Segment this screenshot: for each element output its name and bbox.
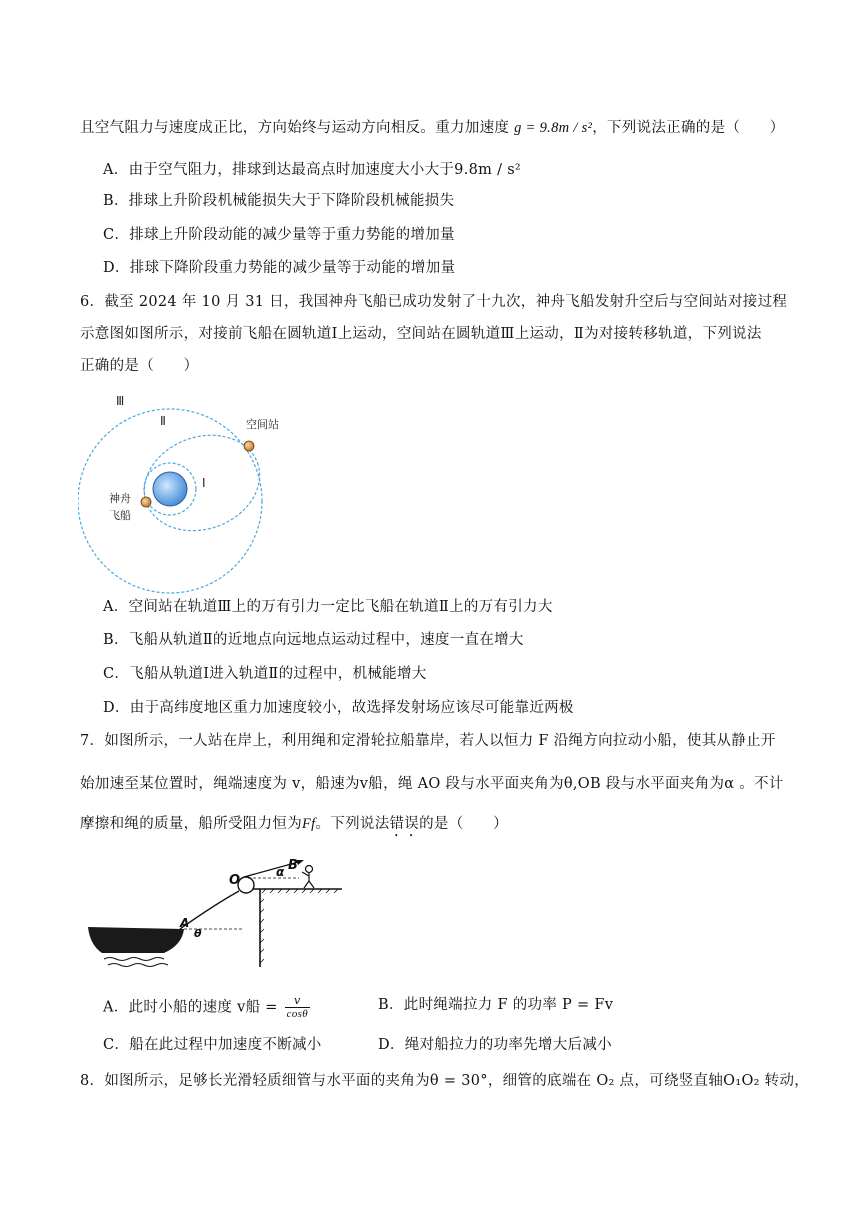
- option-label: B．: [103, 193, 129, 209]
- q5-option-b: [103, 191, 454, 211]
- shenzhou-craft: [141, 497, 151, 507]
- q6-line-1: 6．截至 2024 年 10 月 31 日，我国神舟飞船已成功发射了十九次，神舟飞船发射升空后与空间站对接过程: [80, 294, 788, 310]
- q6-option-d: [103, 698, 574, 718]
- q7-line-2: 始加速至某位置时，绳端速度为 v，船速为v船，绳 AO 段与水平面夹角为θ,OB 段与水平面夹角为α 。不计: [80, 776, 784, 792]
- option-label: A．: [103, 599, 129, 615]
- option-label: C．: [103, 1037, 130, 1053]
- option-text: 排球上升阶段动能的减少量等于重力势能的增加量: [129, 227, 455, 243]
- option-label: D．: [378, 1037, 405, 1053]
- option-label: C．: [103, 227, 130, 243]
- option-text: 此时绳端拉力 F 的功率 P = Fv: [403, 997, 614, 1013]
- q7-emphasis-wrong: 错误: [389, 816, 420, 832]
- q5-option-d: [103, 258, 455, 278]
- option-text: 排球上升阶段机械能损失大于下降阶段机械能损失: [128, 193, 455, 209]
- space-station: [244, 441, 254, 451]
- q7-ff-symbol: Ff: [302, 816, 316, 832]
- q5-option-c: [103, 225, 455, 245]
- q5-g-value: g = 9.8m / s²: [514, 120, 593, 136]
- option-label: B．: [378, 997, 404, 1013]
- boat-pulley-diagram: [84, 855, 354, 980]
- person-icon: [302, 866, 314, 889]
- label-shenzhou-2: 飞船: [109, 509, 131, 522]
- q7-option-c: [103, 1035, 322, 1055]
- q7-line-3-c: 的是（ ）: [419, 816, 508, 832]
- fraction-denominator: cosθ: [286, 1008, 308, 1020]
- label-orbit-iii: Ⅲ: [116, 394, 125, 408]
- q6-option-b: [103, 630, 524, 650]
- q7-line-3-a: 摩擦和绳的质量，船所受阻力恒为: [80, 816, 302, 832]
- q5-option-a: [103, 160, 521, 180]
- label-o: O: [229, 873, 241, 888]
- pulley: [238, 877, 254, 893]
- boat: [88, 927, 184, 953]
- option-label: B．: [103, 632, 129, 648]
- fraction-numerator: v: [285, 995, 310, 1008]
- q6-option-a: [103, 597, 553, 617]
- option-text: 飞船从轨道Ⅰ进入轨道Ⅱ的过程中，机械能增大: [129, 666, 427, 682]
- option-text: 由于空气阻力，排球到达最高点时加速度大小大于9.8m / s²: [128, 162, 522, 178]
- option-text: 此时小船的速度 v船 =: [128, 999, 278, 1016]
- earth: [153, 472, 187, 506]
- option-text: 由于高纬度地区重力加速度较小，故选择发射场应该尽可能靠近两极: [129, 700, 574, 716]
- option-text: 空间站在轨道Ⅲ上的万有引力一定比飞船在轨道Ⅱ上的万有引力大: [128, 599, 553, 615]
- label-space-station: 空间站: [246, 418, 279, 431]
- q5-stem: [80, 118, 785, 138]
- q6-line-3: 正确的是（ ）: [80, 358, 199, 374]
- option-label: D．: [103, 700, 130, 716]
- option-text: 绳对船拉力的功率先增大后减小: [404, 1037, 612, 1053]
- q6-option-c: [103, 664, 427, 684]
- option-label: D．: [103, 260, 130, 276]
- option-label: A．: [103, 999, 129, 1016]
- q7-line-3: [80, 814, 508, 840]
- fraction-v-over-cos: [285, 995, 310, 1020]
- label-orbit-ii: Ⅱ: [160, 414, 166, 428]
- q7-option-b: [378, 995, 613, 1015]
- q5-stem-end: ，下列说法正确的是（ ）: [592, 120, 785, 136]
- option-text: 排球下降阶段重力势能的减少量等于动能的增加量: [129, 260, 456, 276]
- label-theta: θ: [194, 927, 202, 940]
- option-text: 飞船从轨道Ⅱ的近地点向远地点运动过程中，速度一直在增大: [128, 632, 524, 648]
- q7-line-1: 7．如图所示，一人站在岸上，利用绳和定滑轮拉船靠岸，若人以恒力 F 沿绳方向拉动小船，使其从静止开: [80, 733, 776, 749]
- label-shenzhou-1: 神舟: [109, 492, 131, 505]
- q8-line-1: 8．如图所示，足够长光滑轻质细管与水平面的夹角为θ = 30°，细管的底端在 O₂ 点，可绕竖直轴O₁O₂ 转动，: [80, 1073, 810, 1089]
- label-a: A: [180, 916, 190, 930]
- q7-line-3-b: 。下列说法: [315, 816, 390, 832]
- q6-line-2: 示意图如图所示，对接前飞船在圆轨道Ⅰ上运动，空间站在圆轨道Ⅲ上运动，Ⅱ为对接转移轨道，下列说法: [80, 326, 762, 342]
- label-alpha: α: [276, 865, 285, 879]
- q7-option-d: [378, 1035, 612, 1055]
- option-text: 船在此过程中加速度不断减小: [129, 1037, 322, 1053]
- q5-stem-text: 且空气阻力与速度成正比，方向始终与运动方向相反。重力加速度: [80, 120, 510, 136]
- q7-option-a: [103, 995, 312, 1020]
- option-label: A．: [103, 162, 129, 178]
- label-b: B: [288, 858, 298, 873]
- label-orbit-i: Ⅰ: [202, 476, 206, 490]
- water-waves: [104, 958, 168, 967]
- orbit-diagram: [78, 385, 298, 595]
- option-label: C．: [103, 666, 130, 682]
